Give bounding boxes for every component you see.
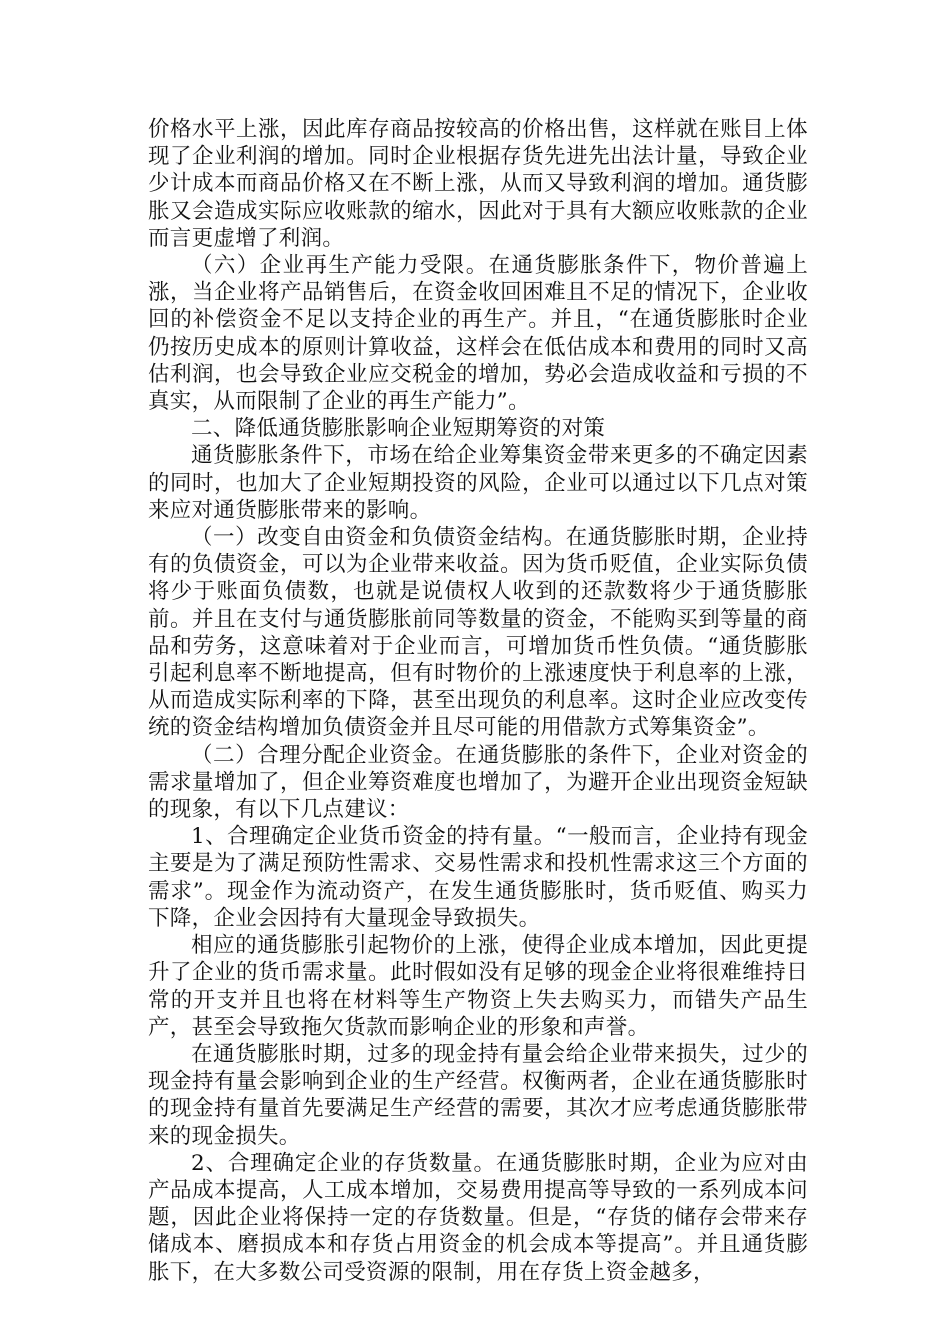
paragraph-2: （六）企业再生产能力受限。在通货膨胀条件下，物价普遍上涨，当企业将产品销售后，在资金收回困难且不足的情况下，企业收回的补偿资金不足以支持企业的再生产。并且，“在通货膨胀时企业仍按历史成本的原则计算收益，这样会在低估成本和费用的同时又高估利润，也会导致企业应交税金的增加，势必会造成收益和亏损的不真实，从而限制了企业的再生产能力”。 [148,253,808,415]
section-heading: 二、降低通货膨胀影响企业短期筹资的对策 [191,416,606,442]
paragraph-7: 1、合理确定企业货币资金的持有量。“一般而言，企业持有现金主要是为了满足预防性需求、交易性需求和投机性需求这三个方面的需求”。现金作为流动资产，在发生通货膨胀时，货币贬值、购买力下降，企业会因持有大量现金导致损失。 [148,824,808,931]
paragraph-8: 相应的通货膨胀引起物价的上涨，使得企业成本增加，因此更提升了企业的货币需求量。此时假如没有足够的现金企业将很难维持日常的开支并且也将在材料等生产物资上失去购买力，而错失产品生产，甚至会导致拖欠货款而影响企业的形象和声誉。 [148,933,808,1040]
paragraph-5: （一）改变自由资金和负债资金结构。在通货膨胀时期，企业持有的负债资金，可以为企业带来收益。因为货币贬值，企业实际负债将少于账面负债数，也就是说债权人收到的还款数将少于通货膨胀前。并且在支付与通货膨胀前同等数量的资金，不能购买到等量的商品和劳务，这意味着对于企业而言，可增加货币性负债。“通货膨胀引起利息率不断地提高，但有时物价的上涨速度快于利息率的上涨，从而造成实际利率的下降，甚至出现负的利息率。这时企业应改变传统的资金结构增加负债资金并且尽可能的用借款方式筹集资金”。 [148,525,808,741]
paragraph-9: 在通货膨胀时期，过多的现金持有量会给企业带来损失，过少的现金持有量会影响到企业的生产经营。权衡两者，企业在通货膨胀时的现金持有量首先要满足生产经营的需要，其次才应考虑通货膨胀带来的现金损失。 [148,1041,808,1149]
paragraph-10: 2、合理确定企业的存货数量。在通货膨胀时期，企业为应对由产品成本提高，人工成本增加，交易费用提高等导致的一系列成本问题，因此企业将保持一定的存货数量。但是，“存货的储存会带来存储成本、磨损成本和存货占用资金的机会成本等提高”。并且通货膨胀下，在大多数公司受资源的限制，用在存货上资金越多， [148,1150,808,1285]
document-page [148,116,808,1286]
paragraph-1: 价格水平上涨，因此库存商品按较高的价格出售，这样就在账目上体现了企业利润的增加。同时企业根据存货先进先出法计量，导致企业少计成本而商品价格又在不断上涨，从而又导致利润的增加。通货膨胀又会造成实际应收账款的缩水，因此对于具有大额应收账款的企业而言更虚增了利润。 [148,117,808,251]
paragraph-4: 通货膨胀条件下，市场在给企业筹集资金带来更多的不确定因素的同时，也加大了企业短期投资的风险，企业可以通过以下几点对策来应对通货膨胀带来的影响。 [148,443,808,523]
paragraph-6: （二）合理分配企业资金。在通货膨胀的条件下，企业对资金的需求量增加了，但企业筹资难度也增加了，为避开企业出现资金短缺的现象，有以下几点建议： [148,742,808,823]
